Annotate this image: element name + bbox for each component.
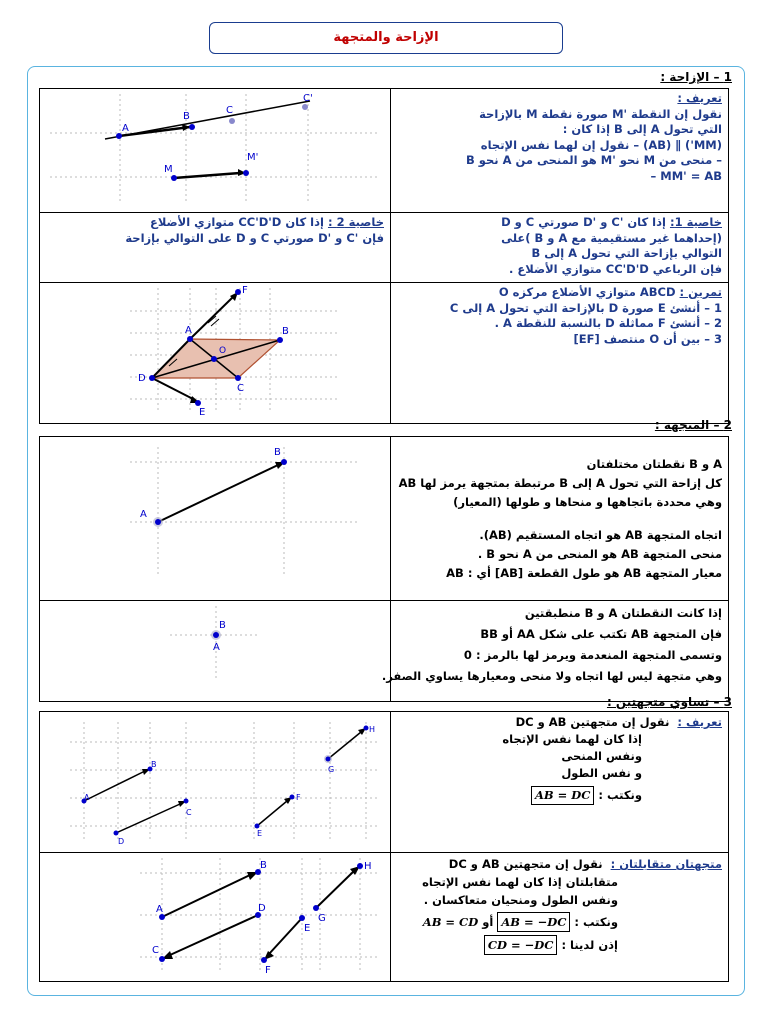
equal-vectors-table — [39, 711, 729, 982]
property-1-line-2: (إحداهما غير مستقيمية مع A و B )على — [501, 230, 722, 245]
equal-line-3: ونفس المنحى — [561, 749, 642, 763]
opposite-vectors-cell — [391, 853, 729, 982]
point-B-label: B — [282, 326, 289, 337]
def-line-2: التي تحول A إلى B إذا كان : — [562, 122, 722, 136]
translation-table — [39, 88, 729, 424]
opposite-line-3: ونفس الطول ومنحيان متعاكسان . — [423, 893, 618, 907]
point-F-label: F — [242, 285, 248, 296]
null-line-3: وتسمى المتجهة المنعدمة ويرمز لها بالرمز : 0 — [463, 648, 722, 662]
equal-vectors-figure-cell — [40, 712, 391, 853]
vector-figure-cell — [40, 437, 391, 601]
property-1-cell — [391, 213, 729, 283]
null-line-2: فإن المتجهة AB تكتب على شكل AA أو BB — [480, 627, 722, 641]
opposite-line-4: ونكتب : — [574, 915, 618, 929]
vector-line-2: كل إزاحة التي تحول A إلى B مرتبطة بمتجهة يرمز لها AB — [398, 476, 722, 490]
opposite-heading: متجهتان متقابلتان : — [610, 857, 722, 871]
point-B-label: B — [219, 620, 226, 631]
point-E-label: E — [257, 829, 263, 838]
opposite-equation-2: AB = CD — [422, 915, 479, 929]
section-3-title: 3 – تساوي متجهتين : — [606, 695, 732, 709]
equal-line-5: ونكتب : — [598, 788, 642, 802]
point-A-label: A — [213, 642, 220, 653]
exercise-line-3: 2 – أنشئ F مماثلة D بالنسبة للنقطة A . — [494, 316, 722, 330]
translation-figure — [40, 89, 391, 208]
property-1-heading: خاصية 1: — [669, 215, 722, 229]
point-H-label: H — [364, 861, 372, 872]
point-F-label: F — [296, 793, 301, 802]
parallelogram-figure — [40, 283, 391, 419]
property-2-cell — [40, 213, 391, 283]
property-1-line-3: التوالي بإزاحة التي تحول A إلى B — [531, 246, 722, 260]
opposite-or: أو — [482, 915, 494, 929]
point-B-label: B — [183, 111, 190, 122]
null-line-4: وهي متجهة ليس لها اتجاه ولا منحى ومعيارها يساوي الصفر. — [381, 669, 722, 683]
point-D-label: D — [258, 903, 266, 914]
vector-direction: اتجاه المتجهة AB هو اتجاه المستقيم (AB). — [479, 528, 722, 542]
def-line-5: MM' = AB – — [650, 168, 722, 183]
point-A-label: A — [185, 325, 192, 336]
point-B-label: B — [260, 860, 267, 871]
vector-line-1: A و B نقطتان مختلفتان — [586, 457, 722, 471]
point-A-label: A — [140, 509, 147, 520]
translation-definition-cell — [391, 89, 729, 213]
point-C-label: C — [226, 105, 233, 116]
exercise-heading: تمرين : — [679, 285, 722, 299]
exercise-figure-cell — [40, 283, 391, 424]
opposite-equation-1: AB = −DC — [497, 912, 570, 932]
exercise-line-4: 3 – بين أن O منتصف [EF] — [573, 331, 722, 346]
opposite-line-1: نقول إن متجهتين AB و DC — [448, 857, 603, 871]
section-1-title: 1 – الإزاحة : — [660, 70, 732, 84]
translation-figure-cell — [40, 89, 391, 213]
point-G-label: G — [328, 765, 335, 774]
exercise-line-2: 1 – أنشئ E صورة D بالإزاحة التي تحول A إلى C — [449, 300, 722, 315]
vector-table — [39, 436, 729, 702]
null-vector-figure-cell — [40, 601, 391, 702]
equal-vectors-definition-cell — [391, 712, 729, 853]
vector-definition-cell — [391, 437, 729, 601]
property-1-line-4: فإن الرباعي CC'D'D متوازي الأضلاع . — [509, 261, 722, 276]
point-C-label: C — [152, 945, 159, 956]
null-vector-figure — [40, 601, 391, 697]
def-line-1: نقول إن النقطة 'M صورة نقطة M بالإزاحة — [479, 106, 722, 121]
equal-vectors-figure — [40, 712, 391, 848]
section-2-title: 2 – المتجهة : — [654, 418, 732, 432]
point-Mprime-label: M' — [247, 152, 259, 163]
property-2-heading: خاصية 2 : — [327, 215, 384, 229]
point-D-label: D — [138, 373, 146, 384]
def-line-4: – منحى من M نحو 'M هو المنحى من A نحو B — [466, 153, 722, 167]
point-D-label: D — [118, 837, 125, 846]
equal-line-2: إذا كان لهما نفس الإتجاه — [502, 732, 642, 746]
point-C-label: C — [237, 383, 244, 394]
exercise-cell — [391, 283, 729, 424]
equal-line-4: و نفس الطول — [561, 766, 642, 780]
point-B-label: B — [151, 760, 157, 769]
point-A-label: A — [122, 123, 129, 134]
property-2-line-2: فإن 'C و 'D صورتي C و D على التوالي بإزاحة — [125, 230, 384, 245]
vector-norm: معيار المتجهة AB هو طول القطعة [AB] أي : AB — [446, 566, 722, 580]
exercise-line-1: ABCD متوازي الأضلاع مركزه O — [498, 285, 676, 299]
def-line-3: (MM') ∥ (AB) – نقول إن لهما نفس الإتجاه — [480, 137, 722, 152]
property-1-line-1: إذا كان 'C و 'D صورتي C و D — [501, 215, 666, 229]
opposite-line-2: متقابلتان إذا كان لهما نفس الإتجاه — [422, 875, 618, 889]
equal-line-1: نقول إن متجهتين AB و DC — [515, 715, 670, 729]
point-C-label: C — [186, 808, 192, 817]
page-title: الإزاحة والمتجهة — [209, 22, 563, 54]
opposite-line-5: إذن لدينا : — [561, 938, 618, 952]
null-line-1: إذا كانت النقطتان A و B منطبقتين — [524, 606, 722, 620]
property-2-line-1: إذا كان CC'D'D متوازي الأضلاع — [149, 215, 324, 229]
point-O-label: O — [219, 346, 227, 356]
point-F-label: F — [265, 965, 271, 976]
point-Cprime-label: C' — [303, 93, 313, 104]
point-B-label: B — [274, 447, 281, 458]
null-vector-cell — [381, 601, 729, 702]
vector-line-3: وهي محددة باتجاهها و منحاها و طولها (المعيار) — [453, 495, 722, 509]
point-E-label: E — [304, 923, 311, 934]
equal-equation: AB = DC — [531, 786, 594, 805]
point-A-label: A — [84, 793, 90, 802]
opposite-equation-3: CD = −DC — [484, 935, 558, 955]
point-G-label: G — [318, 913, 326, 924]
equal-def-heading: تعريف : — [677, 715, 722, 729]
point-A-label: A — [156, 904, 163, 915]
opposite-vectors-figure-cell — [40, 853, 391, 982]
point-H-label: H — [369, 725, 376, 734]
opposite-vectors-figure — [40, 853, 391, 977]
vector-figure — [40, 437, 391, 596]
vector-sense: منحى المتجهة AB هو المنحى من A نحو B . — [477, 547, 722, 561]
point-E-label: E — [199, 407, 206, 418]
definition-heading: تعريف : — [677, 91, 722, 105]
point-M-label: M — [164, 164, 173, 175]
